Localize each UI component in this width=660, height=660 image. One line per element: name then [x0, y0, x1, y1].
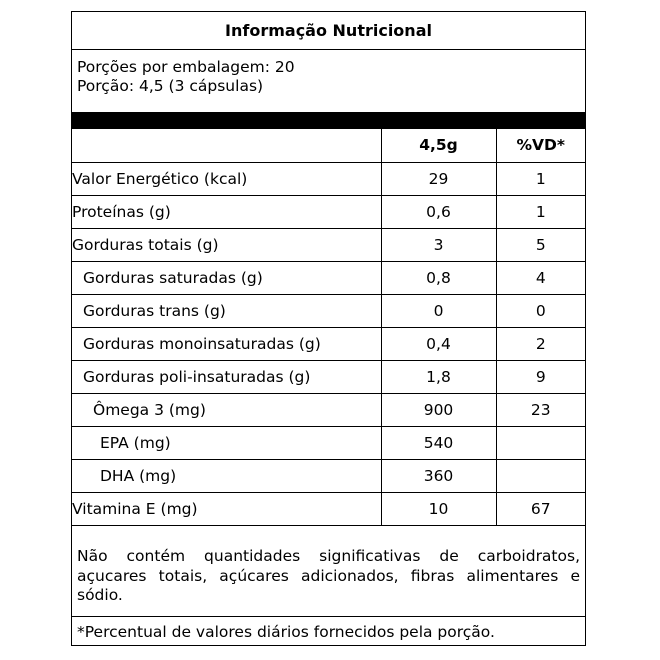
nutrient-value: 3	[381, 228, 496, 261]
nutrient-value: 540	[381, 426, 496, 459]
nutrient-dv	[496, 459, 585, 492]
header-blank	[72, 129, 381, 162]
table-row	[72, 195, 585, 228]
not-significant-note: Não contém quantidades significativas de carboidratos, açucares totais, açúcares adicionados, fibras alimentares e sódio.	[72, 542, 585, 617]
nutrient-dv: 67	[496, 492, 585, 525]
nutrient-dv: 5	[496, 228, 585, 261]
header-daily-value: %VD*	[496, 129, 585, 162]
table-row	[72, 294, 585, 327]
nutrient-name: Gorduras monoinsaturadas (g)	[72, 327, 381, 360]
table-row	[72, 360, 585, 393]
nutrient-dv: 1	[496, 195, 585, 228]
nutrient-value: 900	[381, 393, 496, 426]
footnote: *Percentual de valores diários fornecidos pela porção.	[77, 623, 495, 641]
nutrient-name: EPA (mg)	[72, 426, 381, 459]
nutrient-value: 10	[381, 492, 496, 525]
portion-size: Porção: 4,5 (3 cápsulas)	[77, 77, 264, 95]
nutrition-facts-label	[71, 11, 586, 646]
nutrient-value: 0,6	[381, 195, 496, 228]
nutrient-dv: 4	[496, 261, 585, 294]
header-amount: 4,5g	[381, 129, 496, 162]
nutrient-name: Gorduras saturadas (g)	[72, 261, 381, 294]
table-row	[72, 327, 585, 360]
thick-divider	[71, 112, 586, 129]
nutrient-value: 0	[381, 294, 496, 327]
table-row	[72, 261, 585, 294]
nutrient-value: 1,8	[381, 360, 496, 393]
table-row	[72, 492, 585, 525]
label-title: Informação Nutricional	[72, 12, 585, 50]
nutrient-name: DHA (mg)	[72, 459, 381, 492]
nutrient-value: 0,8	[381, 261, 496, 294]
nutrient-value: 0,4	[381, 327, 496, 360]
table-header-row	[72, 129, 585, 162]
nutrient-name: Gorduras poli-insaturadas (g)	[72, 360, 381, 393]
nutrient-dv	[496, 426, 585, 459]
nutrient-dv: 23	[496, 393, 585, 426]
nutrient-value: 360	[381, 459, 496, 492]
servings-per-package: Porções por embalagem: 20	[77, 58, 295, 76]
nutrient-name: Gorduras totais (g)	[72, 228, 381, 261]
serving-info	[72, 50, 585, 112]
nutrient-name: Valor Energético (kcal)	[72, 162, 381, 195]
table-row	[72, 393, 585, 426]
table-row	[72, 426, 585, 459]
table-row	[72, 228, 585, 261]
nutrient-dv: 9	[496, 360, 585, 393]
nutrient-name: Proteínas (g)	[72, 195, 381, 228]
nutrient-dv: 1	[496, 162, 585, 195]
nutrient-table	[72, 129, 585, 526]
nutrient-dv: 0	[496, 294, 585, 327]
nutrient-dv: 2	[496, 327, 585, 360]
nutrient-value: 29	[381, 162, 496, 195]
table-row	[72, 162, 585, 195]
nutrient-name: Gorduras trans (g)	[72, 294, 381, 327]
table-row	[72, 459, 585, 492]
nutrient-name: Vitamina E (mg)	[72, 492, 381, 525]
nutrient-name: Ômega 3 (mg)	[72, 393, 381, 426]
